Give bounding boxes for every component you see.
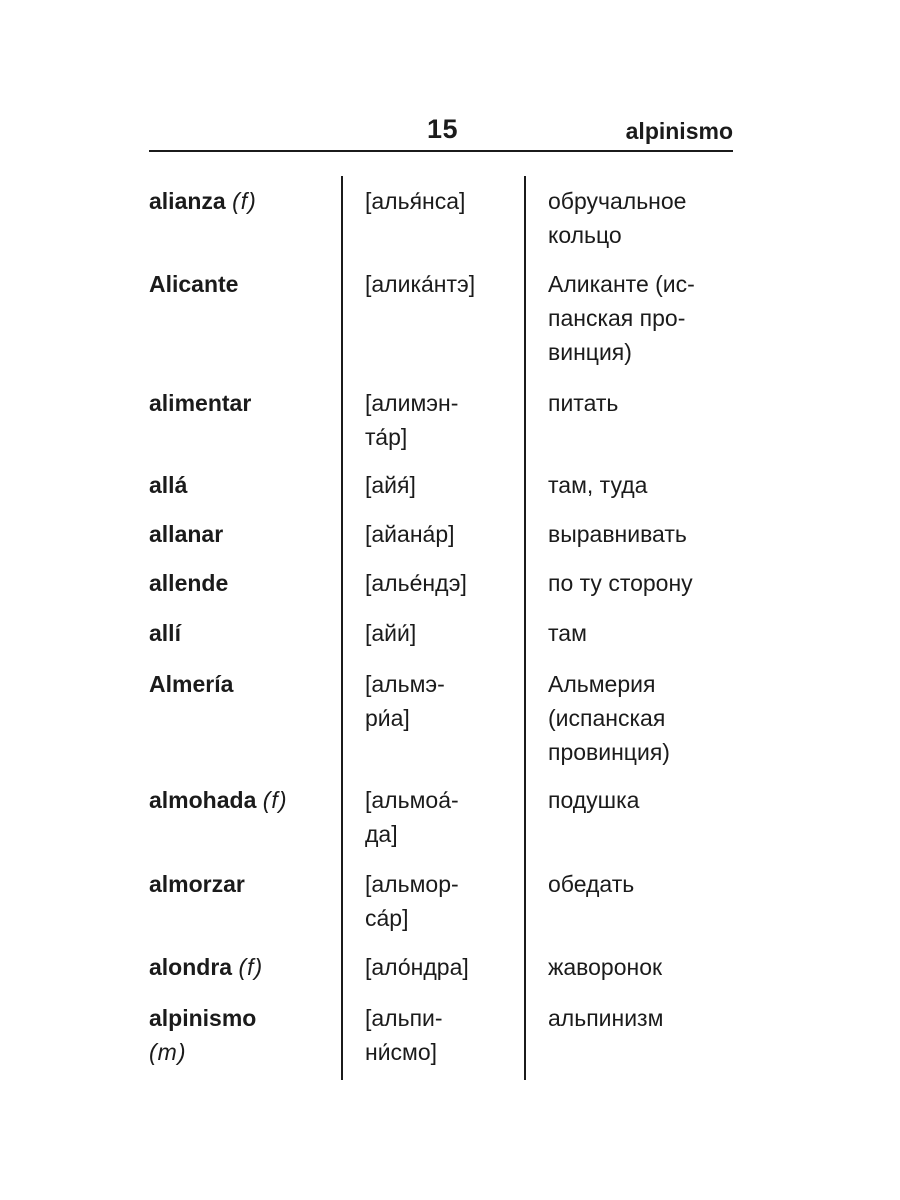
translation-line: (испанская: [548, 705, 666, 731]
transcription-line: [алье́ндэ]: [365, 570, 467, 596]
transcription-cell: [365, 1001, 515, 1069]
transcription-line: ни́смо]: [365, 1039, 438, 1065]
translation-cell: [548, 517, 738, 551]
transcription-line: [ало́ндра]: [365, 954, 469, 980]
transcription-cell: [365, 184, 515, 218]
headword-cell: [149, 267, 334, 301]
transcription-line: [алимэн-: [365, 390, 459, 416]
translation-line: питать: [548, 390, 619, 416]
headword-cell: [149, 783, 334, 817]
headword: Alicante: [149, 271, 239, 297]
headword-cell: [149, 468, 334, 502]
transcription-cell: [365, 386, 515, 454]
translation-line: провинция): [548, 739, 670, 765]
transcription-line: ри́а]: [365, 705, 410, 731]
headword-cell: [149, 1001, 334, 1069]
translation-cell: [548, 867, 738, 901]
transcription-cell: [365, 468, 515, 502]
translation-line: альпинизм: [548, 1005, 664, 1031]
page-number: 15: [427, 114, 459, 144]
headword-cell: [149, 950, 334, 984]
page-header: [149, 112, 733, 152]
transcription-line: [альпи-: [365, 1005, 443, 1031]
headword-cell: [149, 517, 334, 551]
transcription-cell: [365, 667, 515, 735]
translation-line: выравнивать: [548, 521, 687, 547]
headword-cell: [149, 867, 334, 901]
translation-line: подушка: [548, 787, 640, 813]
gender-marker: (f): [238, 954, 264, 980]
transcription-line: [альмоа́-: [365, 787, 459, 813]
translation-cell: [548, 267, 738, 369]
transcription-cell: [365, 566, 515, 600]
translation-cell: [548, 386, 738, 420]
translation-line: обручальное: [548, 188, 687, 214]
transcription-cell: [365, 783, 515, 851]
transcription-line: [алика́нтэ]: [365, 271, 476, 297]
headword: alpinismo: [149, 1005, 257, 1031]
headword: alianza: [149, 188, 226, 214]
transcription-line: [альмор-: [365, 871, 459, 897]
headword: allí: [149, 620, 181, 646]
transcription-cell: [365, 517, 515, 551]
transcription-line: са́р]: [365, 905, 409, 931]
translation-cell: [548, 667, 738, 769]
transcription-line: та́р]: [365, 424, 408, 450]
translation-line: Аликанте (ис-: [548, 271, 695, 297]
translation-line: обедать: [548, 871, 635, 897]
headword-cell: [149, 667, 334, 701]
headword-cell: [149, 184, 334, 218]
translation-line: по ту сторону: [548, 570, 693, 596]
headword: allende: [149, 570, 229, 596]
translation-cell: [548, 184, 738, 252]
translation-cell: [548, 616, 738, 650]
transcription-cell: [365, 867, 515, 935]
headword-cell: [149, 386, 334, 420]
translation-cell: [548, 783, 738, 817]
gender-marker: (m): [149, 1039, 187, 1065]
translation-cell: [548, 1001, 738, 1035]
headword: Almería: [149, 671, 234, 697]
transcription-line: [айана́р]: [365, 521, 455, 547]
translation-line: винция): [548, 339, 632, 365]
transcription-cell: [365, 950, 515, 984]
transcription-line: [альмэ-: [365, 671, 445, 697]
translation-cell: [548, 468, 738, 502]
translation-cell: [548, 566, 738, 600]
translation-line: Альмерия: [548, 671, 656, 697]
column-divider-left: [341, 176, 343, 1080]
translation-line: там: [548, 620, 587, 646]
transcription-line: [алья́нса]: [365, 188, 466, 214]
headword: almohada: [149, 787, 257, 813]
column-divider-right: [524, 176, 526, 1080]
transcription-cell: [365, 616, 515, 650]
headword-cell: [149, 616, 334, 650]
translation-line: кольцо: [548, 222, 622, 248]
translation-line: жаворонок: [548, 954, 663, 980]
translation-line: там, туда: [548, 472, 648, 498]
headword: allanar: [149, 521, 224, 547]
headword: allá: [149, 472, 188, 498]
gender-marker: (f): [232, 188, 257, 214]
headword-cell: [149, 566, 334, 600]
headword: alondra: [149, 954, 233, 980]
transcription-cell: [365, 267, 515, 301]
transcription-line: да]: [365, 821, 398, 847]
gender-marker: (f): [262, 787, 288, 813]
running-head: alpinismo: [625, 118, 733, 144]
transcription-line: [айя́]: [365, 472, 416, 498]
transcription-line: [айи́]: [365, 620, 417, 646]
translation-cell: [548, 950, 738, 984]
translation-line: панская про-: [548, 305, 686, 331]
headword: alimentar: [149, 390, 252, 416]
headword: almorzar: [149, 871, 245, 897]
